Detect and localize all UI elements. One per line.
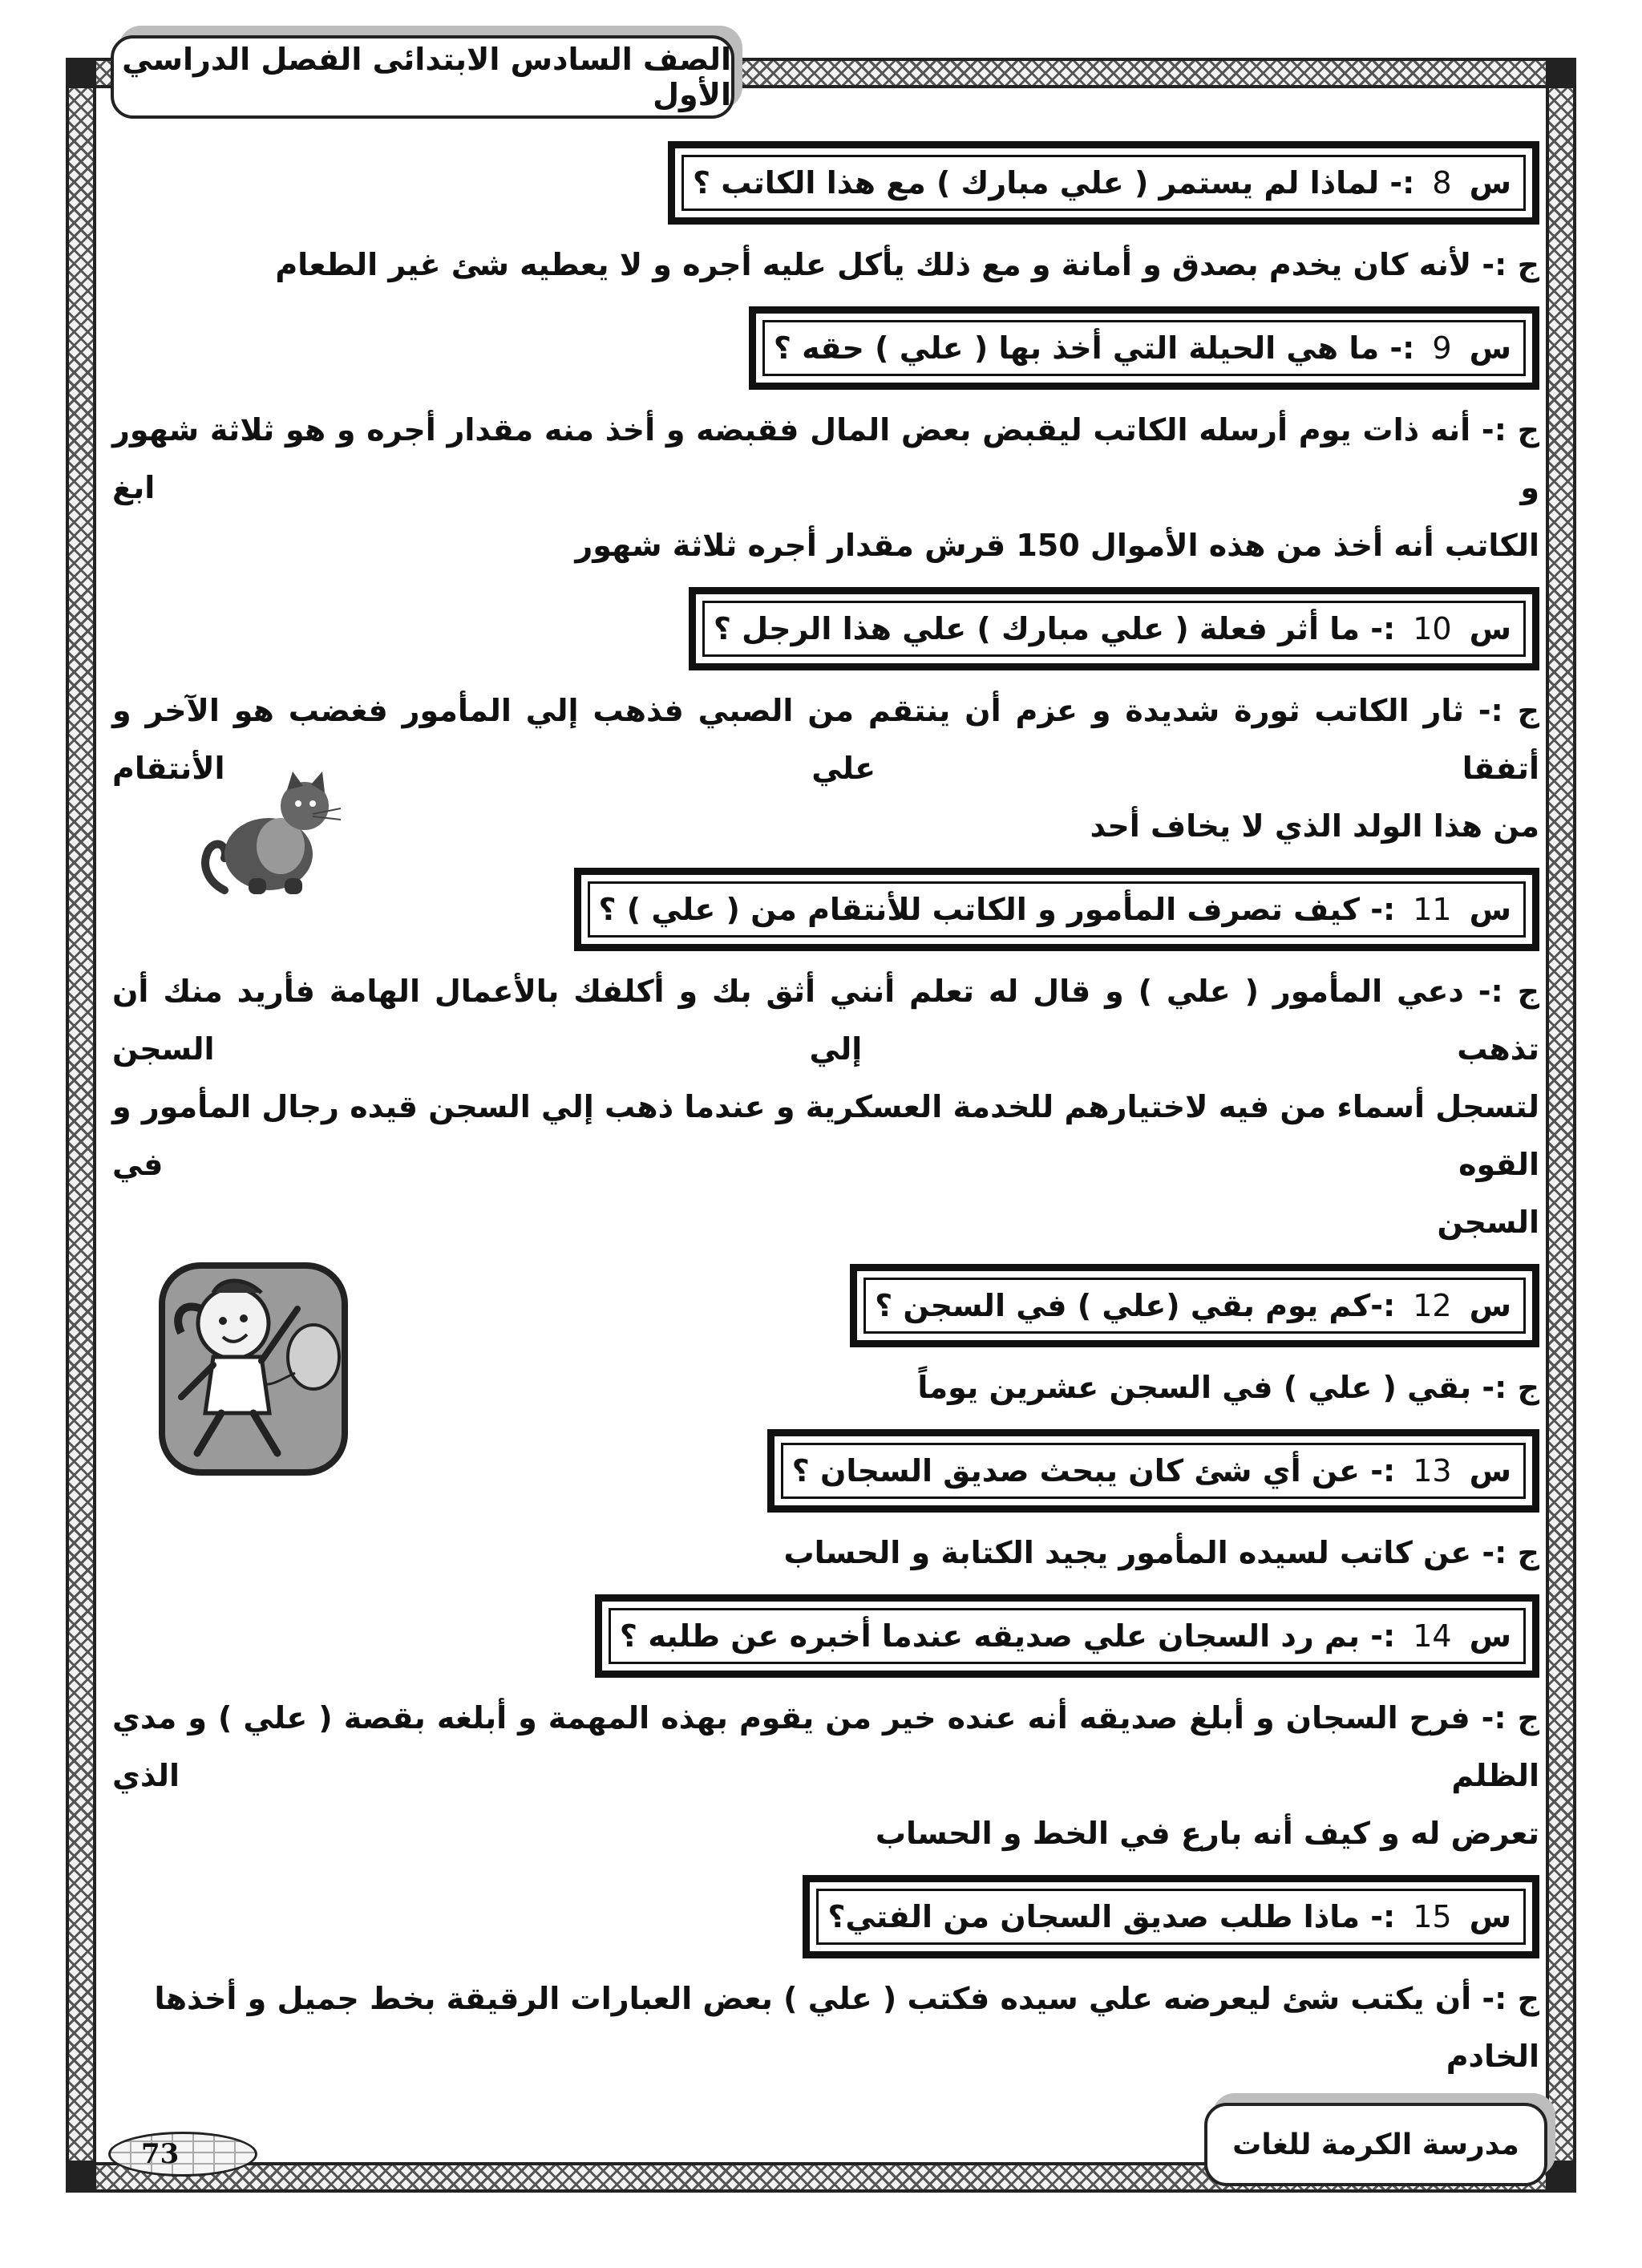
question-number: 10	[1413, 611, 1452, 646]
question-box	[850, 1264, 1539, 1347]
question-box	[595, 1594, 1539, 1678]
question-text: :- بم رد السجان علي صديقه عندما أخبره عن طلبه ؟	[619, 1618, 1396, 1654]
question-box	[689, 587, 1539, 670]
question-number: 11	[1413, 892, 1452, 927]
question-box	[574, 868, 1539, 951]
answer	[112, 682, 1539, 855]
footer-school	[1204, 2103, 1547, 2186]
question-text: :- ما هي الحيلة التي أخذ بها ( علي ) حقه ؟	[773, 330, 1415, 366]
frame-corner-tr	[1546, 58, 1576, 88]
question-box	[803, 1875, 1539, 1958]
answer	[112, 1359, 1539, 1416]
answer-line: الكاتب أنه أخذ من هذه الأموال 150 قرش مقدار أجره ثلاثة شهور	[575, 528, 1539, 563]
question-box	[668, 141, 1539, 225]
question-number: 8	[1432, 165, 1452, 200]
answer-line: السجن	[1437, 1205, 1539, 1240]
question-box	[749, 306, 1539, 390]
question-number: 13	[1413, 1453, 1452, 1488]
qa-content	[112, 128, 1539, 2085]
question-number: 12	[1413, 1288, 1452, 1323]
question-prefix: س	[1469, 165, 1511, 200]
question-text: :- ماذا طلب صديق السجان من الفتي؟	[827, 1899, 1396, 1934]
answer-line: ج :- لأنه كان يخدم بصدق و أمانة و مع ذلك يأكل عليه أجره و لا يعطيه شئ غير الطعام	[275, 247, 1539, 282]
qa-block-11	[112, 855, 1539, 1251]
answer-line: ج :- فرح السجان و أبلغ صديقه أنه عنده خير من يقوم بهذه المهمة و أبلغه بقصة ( علي ) و مدي الظلم الذي	[112, 1700, 1539, 1793]
answer	[112, 962, 1539, 1251]
answer-line: ج :- دعي المأمور ( علي ) و قال له تعلم أنني أثق بك و أكلفك بالأعمال الهامة فأريد منك أن تذهب إلي السجن	[112, 974, 1539, 1067]
header-title-text: الصف السادس الابتدائى الفصل الدراسي الأول	[122, 42, 731, 112]
question-text: :- ما أثر فعلة ( علي مبارك ) علي هذا الرجل ؟	[713, 611, 1396, 646]
answer-line: ج :- عن كاتب لسيده المأمور يجيد الكتابة و الحساب	[783, 1535, 1539, 1570]
question-prefix: س	[1469, 1899, 1511, 1934]
question-prefix: س	[1469, 611, 1511, 646]
qa-block-10	[112, 574, 1539, 855]
frame-corner-br	[1546, 2161, 1576, 2191]
answer	[112, 236, 1539, 294]
answer-line: ج :- أن يكتب شئ ليعرضه علي سيده فكتب ( علي ) بعض العبارات الرقيقة بخط جميل و أخذها الخادم	[154, 1981, 1539, 2074]
qa-block-13	[112, 1416, 1539, 1582]
header-title	[111, 35, 734, 119]
question-number: 15	[1413, 1899, 1452, 1934]
frame-left	[66, 58, 96, 2189]
answer	[112, 1689, 1539, 1862]
question-text: :- كيف تصرف المأمور و الكاتب للأنتقام من ( علي ) ؟	[598, 892, 1396, 927]
question-number: 14	[1413, 1618, 1452, 1654]
page-number	[108, 2132, 257, 2177]
answer-line: ج :- أنه ذات يوم أرسله الكاتب ليقبض بعض المال فقبضه و أخذ منه مقدار أجره و هو ثلاثة شهور و ابغ	[112, 412, 1539, 505]
answer	[112, 401, 1539, 574]
frame-right	[1546, 58, 1576, 2189]
question-text: :-كم يوم بقي (علي ) في السجن ؟	[875, 1288, 1396, 1323]
question-prefix: س	[1469, 1288, 1511, 1323]
answer-line: من هذا الولد الذي لا يخاف أحد	[1090, 808, 1539, 844]
qa-block-8	[112, 128, 1539, 294]
answer-line: لتسجل أسماء من فيه لاختيارهم للخدمة العسكرية و عندما ذهب إلي السجن قيده رجال المأمور و القوه في	[112, 1089, 1539, 1182]
qa-block-15	[112, 1862, 1539, 2085]
answer	[112, 1970, 1539, 2085]
question-prefix: س	[1469, 330, 1511, 366]
answer-line: ج :- ثار الكاتب ثورة شديدة و عزم أن ينتقم من الصبي فذهب إلي المأمور فغضب هو الآخر و أتفقا علي الأنتقام	[112, 693, 1539, 786]
frame-corner-tl	[66, 58, 96, 88]
qa-block-9	[112, 294, 1539, 574]
answer-line: تعرض له و كيف أنه بارع في الخط و الحساب	[875, 1816, 1539, 1851]
question-text: :- لماذا لم يستمر ( علي مبارك ) مع هذا الكاتب ؟	[693, 165, 1415, 200]
qa-block-12	[112, 1251, 1539, 1416]
question-prefix: س	[1469, 1453, 1511, 1488]
question-number: 9	[1432, 330, 1452, 366]
question-prefix: س	[1469, 892, 1511, 927]
answer	[112, 1524, 1539, 1582]
question-box	[767, 1429, 1539, 1513]
page-number-text: 73	[141, 2138, 180, 2170]
footer-school-text: مدرسة الكرمة للغات	[1232, 2128, 1519, 2161]
question-text: :- عن أي شئ كان يبحث صديق السجان ؟	[791, 1453, 1396, 1488]
frame-corner-bl	[66, 2161, 96, 2191]
qa-block-14	[112, 1582, 1539, 1862]
question-prefix: س	[1469, 1618, 1511, 1654]
answer-line: ج :- بقي ( علي ) في السجن عشرين يوماً	[917, 1370, 1539, 1405]
